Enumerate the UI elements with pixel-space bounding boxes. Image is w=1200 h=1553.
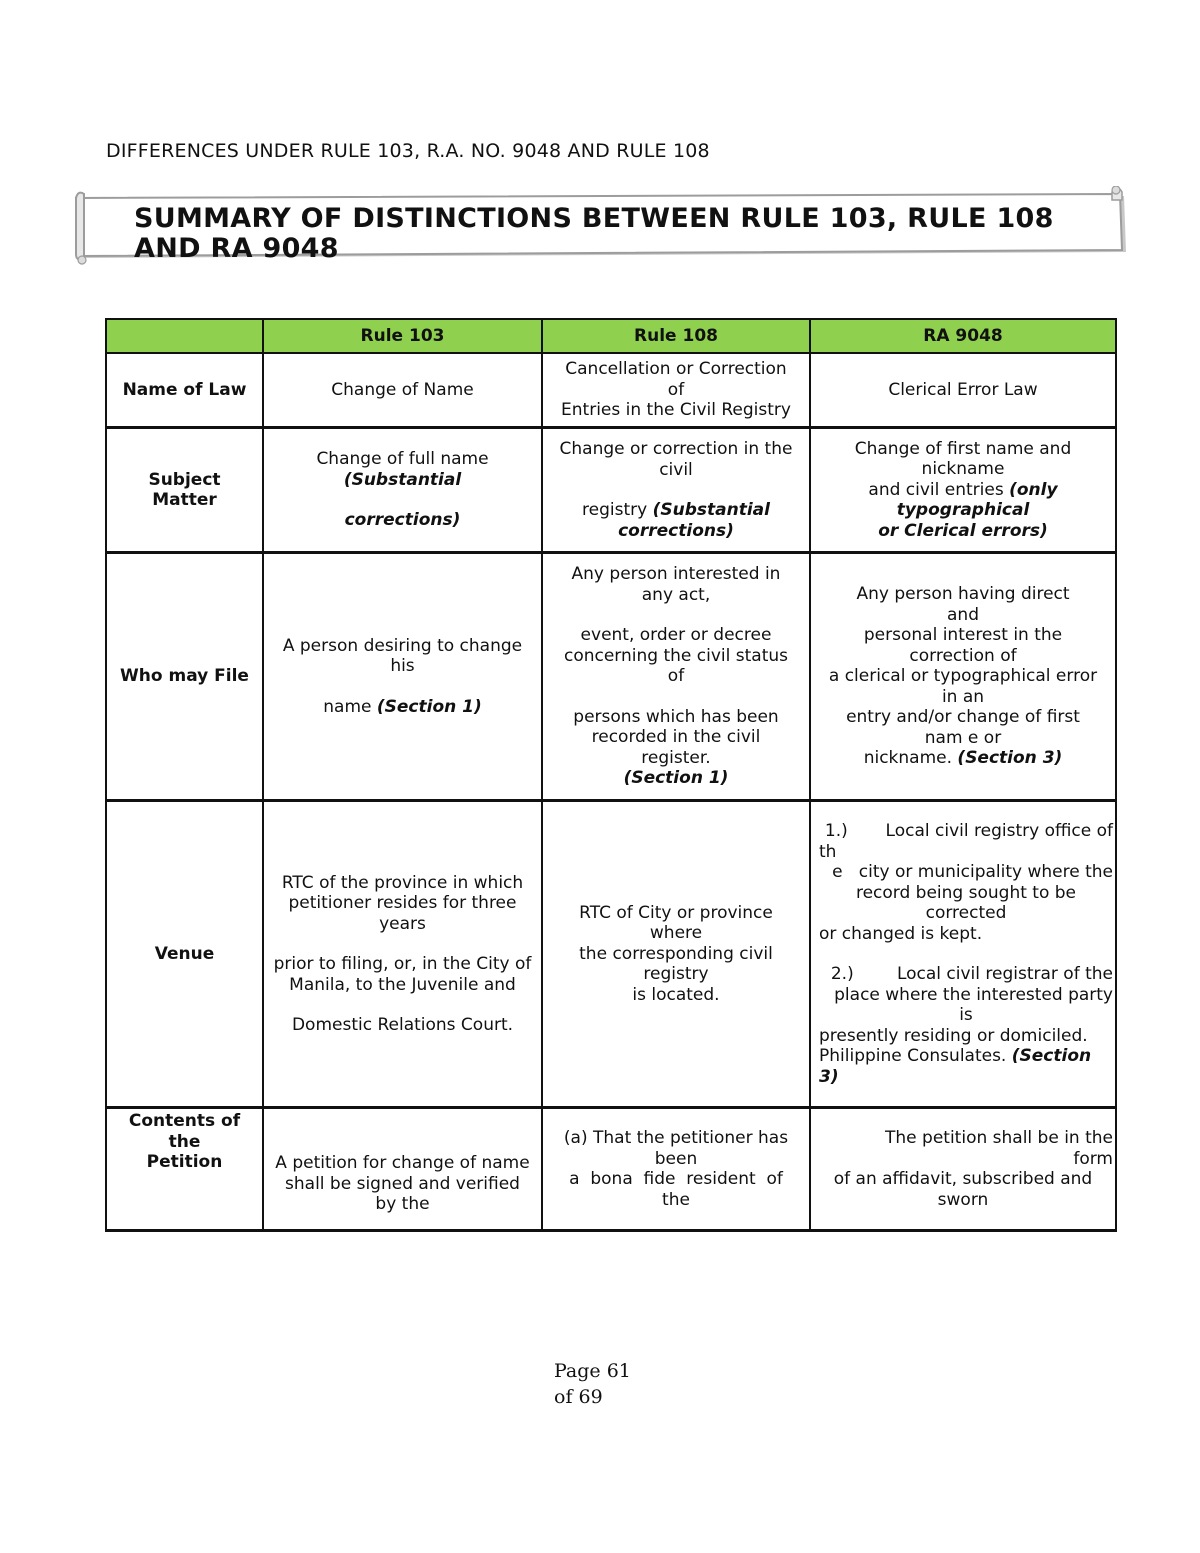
cell-text: Manila, to the Juvenile and bbox=[289, 974, 516, 995]
header-ra-9048: RA 9048 bbox=[810, 319, 1116, 353]
cell-text: sworn bbox=[937, 1189, 989, 1210]
cell-text: concerning the civil status bbox=[563, 645, 788, 666]
cell-text: nickname. bbox=[863, 748, 958, 769]
row-label bbox=[106, 428, 263, 553]
cell-rule103: Change of Name bbox=[263, 353, 542, 428]
row-label: Who may File bbox=[106, 553, 263, 801]
row-contents-of-petition bbox=[106, 1108, 1116, 1231]
row-label-text: the bbox=[168, 1131, 201, 1152]
cell-text: petitioner resides for three bbox=[288, 893, 517, 913]
cell-text: by the bbox=[375, 1194, 430, 1215]
cell-text: nam e or bbox=[924, 727, 1002, 748]
cell-emphasis: (Substantial bbox=[652, 500, 770, 520]
cell-rule103 bbox=[263, 553, 542, 801]
row-label-text: Matter bbox=[152, 490, 217, 510]
document-heading: DIFFERENCES UNDER RULE 103, R.A. NO. 9048 AND RULE 108 bbox=[106, 140, 710, 162]
cell-emphasis: corrections) bbox=[618, 520, 734, 541]
cell-text: RTC of the province in which bbox=[281, 872, 524, 893]
cell-ra9048 bbox=[810, 428, 1116, 553]
cell-text: his bbox=[390, 656, 415, 677]
page-number-footer bbox=[540, 1358, 660, 1410]
page-total: 69 bbox=[578, 1386, 603, 1408]
cell-text: Cancellation or Correction bbox=[565, 359, 787, 380]
header-empty bbox=[106, 319, 263, 353]
cell-emphasis: (Section 1) bbox=[623, 768, 729, 789]
cell-text: registry bbox=[643, 964, 709, 985]
cell-text: corrected bbox=[925, 903, 1007, 923]
cell-text: event, order or decree bbox=[580, 625, 772, 646]
cell-text: is located. bbox=[632, 984, 720, 1005]
cell-text: name bbox=[323, 696, 377, 717]
cell-text: A petition for change of name bbox=[275, 1153, 530, 1174]
cell-text: a bona fide resident of bbox=[569, 1169, 783, 1189]
cell-emphasis: typographical bbox=[896, 500, 1030, 521]
cell-text: or changed is kept. bbox=[819, 923, 983, 944]
cell-text: prior to filing, or, in the City of bbox=[273, 954, 532, 974]
row-who-may-file bbox=[106, 553, 1116, 801]
cell-emphasis: (Section bbox=[1011, 1046, 1092, 1066]
summary-title: SUMMARY OF DISTINCTIONS BETWEEN RULE 103, RULE 108 AND RA 9048 bbox=[134, 203, 1054, 264]
cell-emphasis: 3) bbox=[819, 1066, 839, 1087]
cell-ra9048 bbox=[810, 553, 1116, 801]
row-label-text: Subject bbox=[148, 469, 221, 490]
cell-text: RTC of City or province bbox=[579, 902, 773, 923]
cell-text: is bbox=[959, 1005, 973, 1025]
cell-text: where bbox=[649, 923, 703, 944]
row-label bbox=[106, 1108, 263, 1231]
cell-rule108 bbox=[542, 801, 810, 1108]
cell-text: e city or municipality where the bbox=[832, 862, 1113, 882]
cell-text: and bbox=[947, 604, 979, 625]
cell-text: A person desiring to change bbox=[282, 635, 523, 656]
row-name-of-law bbox=[106, 353, 1116, 428]
cell-text: recorded in the civil bbox=[591, 727, 761, 748]
cell-rule108 bbox=[542, 553, 810, 801]
cell-text: any act, bbox=[641, 584, 711, 605]
cell-text: record being sought to be bbox=[855, 882, 1077, 903]
cell-text: (a) That the petitioner has bbox=[563, 1128, 789, 1148]
cell-text: of bbox=[667, 379, 685, 400]
cell-emphasis: (Substantial bbox=[343, 469, 462, 490]
cell-emphasis: or Clerical errors) bbox=[878, 520, 1048, 541]
cell-text: 2.) Local civil registrar of the bbox=[830, 964, 1113, 984]
cell-text: Any person interested in bbox=[571, 564, 781, 585]
table-header-row bbox=[106, 319, 1116, 353]
cell-text: form bbox=[1073, 1148, 1113, 1169]
page-number: 61 bbox=[606, 1360, 631, 1382]
cell-text: Philippine Consulates. bbox=[819, 1046, 1012, 1066]
cell-text: Domestic Relations Court. bbox=[291, 1015, 514, 1035]
cell-text: The petition shall be in the bbox=[885, 1128, 1113, 1148]
cell-text: in an bbox=[941, 686, 985, 707]
cell-text: Change of first name and bbox=[854, 438, 1072, 459]
cell-text: shall be signed and verified bbox=[285, 1173, 520, 1194]
cell-rule108 bbox=[542, 428, 810, 553]
cell-text: place where the interested party bbox=[834, 984, 1113, 1005]
row-label: Venue bbox=[106, 801, 263, 1108]
page-label: Page bbox=[554, 1360, 607, 1382]
cell-text: persons which has been bbox=[573, 706, 779, 727]
cell-emphasis: (only bbox=[1009, 479, 1058, 500]
cell-text: civil bbox=[659, 459, 693, 480]
cell-text: 1.) Local civil registry office of bbox=[824, 821, 1113, 841]
cell-text: registry bbox=[582, 500, 653, 520]
cell-rule108 bbox=[542, 353, 810, 428]
cell-text: been bbox=[654, 1148, 698, 1169]
cell-text: of an affidavit, subscribed and bbox=[833, 1169, 1093, 1189]
cell-text: Change or correction in the bbox=[559, 439, 793, 459]
cell-text: correction of bbox=[909, 645, 1017, 666]
cell-text: Entries in the Civil Registry bbox=[561, 400, 791, 421]
row-subject-matter bbox=[106, 428, 1116, 553]
cell-text: nickname bbox=[921, 459, 1005, 480]
cell-text: Change of full name bbox=[316, 449, 489, 470]
cell-ra9048: Clerical Error Law bbox=[810, 353, 1116, 428]
of-label: of bbox=[554, 1386, 579, 1408]
cell-text: entry and/or change of first bbox=[846, 707, 1080, 728]
cell-rule103 bbox=[263, 428, 542, 553]
cell-text: the bbox=[662, 1189, 690, 1210]
cell-emphasis: (Section 3) bbox=[957, 748, 1063, 769]
cell-text: and civil entries bbox=[868, 479, 1010, 500]
cell-text: presently residing or domiciled. bbox=[819, 1025, 1088, 1046]
cell-text: th bbox=[819, 841, 837, 862]
row-label-text: Petition bbox=[146, 1152, 223, 1172]
cell-ra9048 bbox=[810, 1108, 1116, 1231]
cell-rule103 bbox=[263, 801, 542, 1108]
row-label-text: Contents of bbox=[128, 1111, 241, 1131]
cell-text: the corresponding civil bbox=[579, 943, 773, 964]
cell-rule103 bbox=[263, 1108, 542, 1231]
cell-text: Any person having direct bbox=[856, 584, 1070, 605]
cell-text: years bbox=[379, 913, 426, 934]
row-venue bbox=[106, 801, 1116, 1108]
cell-text: register. bbox=[641, 747, 711, 768]
cell-emphasis: (Section 1) bbox=[376, 696, 482, 717]
row-label: Name of Law bbox=[106, 353, 263, 428]
cell-rule108 bbox=[542, 1108, 810, 1231]
cell-emphasis: corrections) bbox=[344, 510, 461, 531]
cell-text: a clerical or typographical error bbox=[828, 666, 1098, 687]
cell-text: of bbox=[667, 666, 685, 687]
cell-ra9048 bbox=[810, 801, 1116, 1108]
header-rule-103: Rule 103 bbox=[263, 319, 542, 353]
distinctions-table bbox=[105, 318, 1117, 1232]
title-banner bbox=[72, 186, 1132, 266]
cell-text: personal interest in the bbox=[863, 625, 1063, 646]
header-rule-108: Rule 108 bbox=[542, 319, 810, 353]
